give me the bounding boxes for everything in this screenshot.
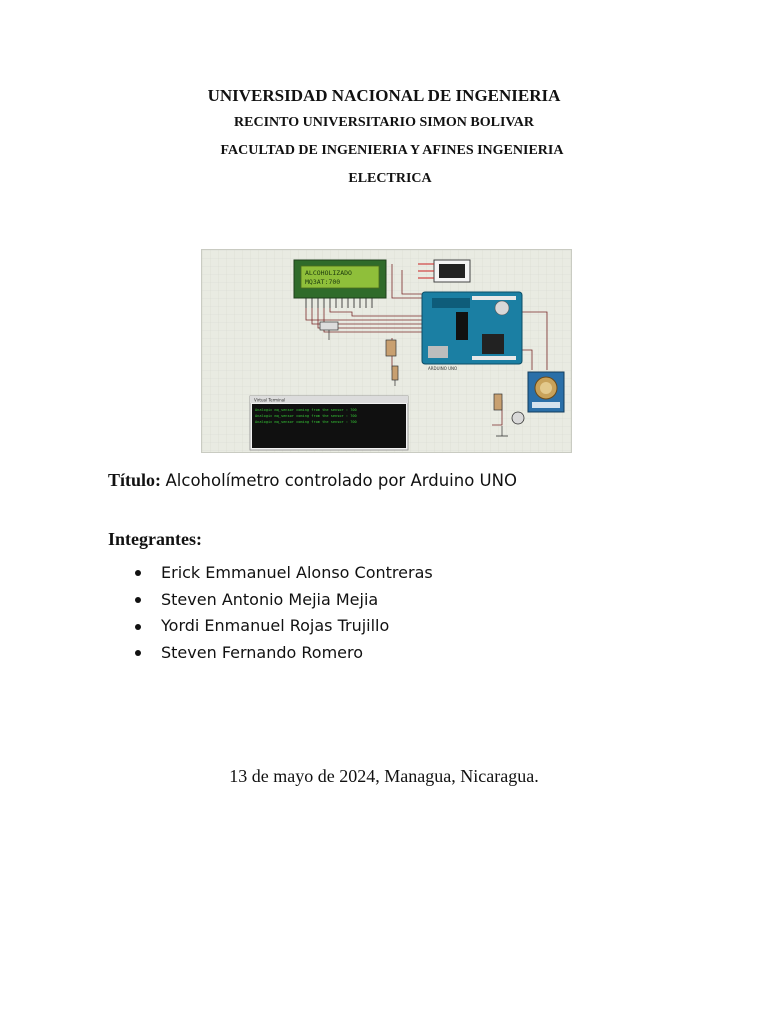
title-value: Alcoholímetro controlado por Arduino UNO xyxy=(165,471,517,490)
list-item xyxy=(133,587,433,614)
member-name: Erick Emmanuel Alonso Contreras xyxy=(161,563,433,582)
terminal-line-3: Analogic mq_sensor coming from the sensor : 700 xyxy=(255,420,357,424)
bullet-icon xyxy=(135,624,141,630)
members-label: Integrantes: xyxy=(108,529,202,549)
university-title: UNIVERSIDAD NACIONAL DE INGENIERIA xyxy=(207,86,561,105)
alcohol-sensor-module xyxy=(528,372,564,412)
faculty-name: FACULTAD DE INGENIERIA Y AFINES INGENIERIA xyxy=(220,143,564,158)
arduino-board-label: ARDUINO UNO xyxy=(428,366,458,371)
circuit-simulation-image xyxy=(201,249,572,453)
title-label: Título: xyxy=(108,470,162,490)
bullet-icon xyxy=(135,570,141,576)
members-list xyxy=(133,560,433,667)
project-title-row xyxy=(108,470,517,491)
terminal-line-2: Analogic mq_sensor coming from the sensor : 700 xyxy=(255,414,357,418)
date-and-place: 13 de mayo de 2024, Managua, Nicaragua. xyxy=(229,766,539,786)
bullet-icon xyxy=(135,650,141,656)
arduino-board xyxy=(422,292,522,371)
lcd-line-2: MQ3AT:700 xyxy=(305,278,341,286)
campus-name: RECINTO UNIVERSITARIO SIMON BOLIVAR xyxy=(234,115,534,130)
circuit-schematic-drawing xyxy=(202,250,571,452)
terminal-line-1: Analogic mq_sensor coming from the sensor : 700 xyxy=(255,408,357,412)
member-name: Steven Antonio Mejia Mejia xyxy=(161,589,379,609)
bullet-icon xyxy=(135,597,141,603)
department-name: ELECTRICA xyxy=(348,171,432,186)
member-name: Steven Fernando Romero xyxy=(161,643,364,663)
virtual-terminal xyxy=(250,396,408,450)
lcd-line-1: ALCOHOLIZADO xyxy=(305,269,352,277)
terminal-title: Virtual Terminal xyxy=(254,397,286,403)
list-item xyxy=(133,613,433,640)
list-item xyxy=(133,560,433,587)
list-item xyxy=(133,640,433,667)
member-name: Yordi Enmanuel Rojas Trujillo xyxy=(161,616,390,636)
